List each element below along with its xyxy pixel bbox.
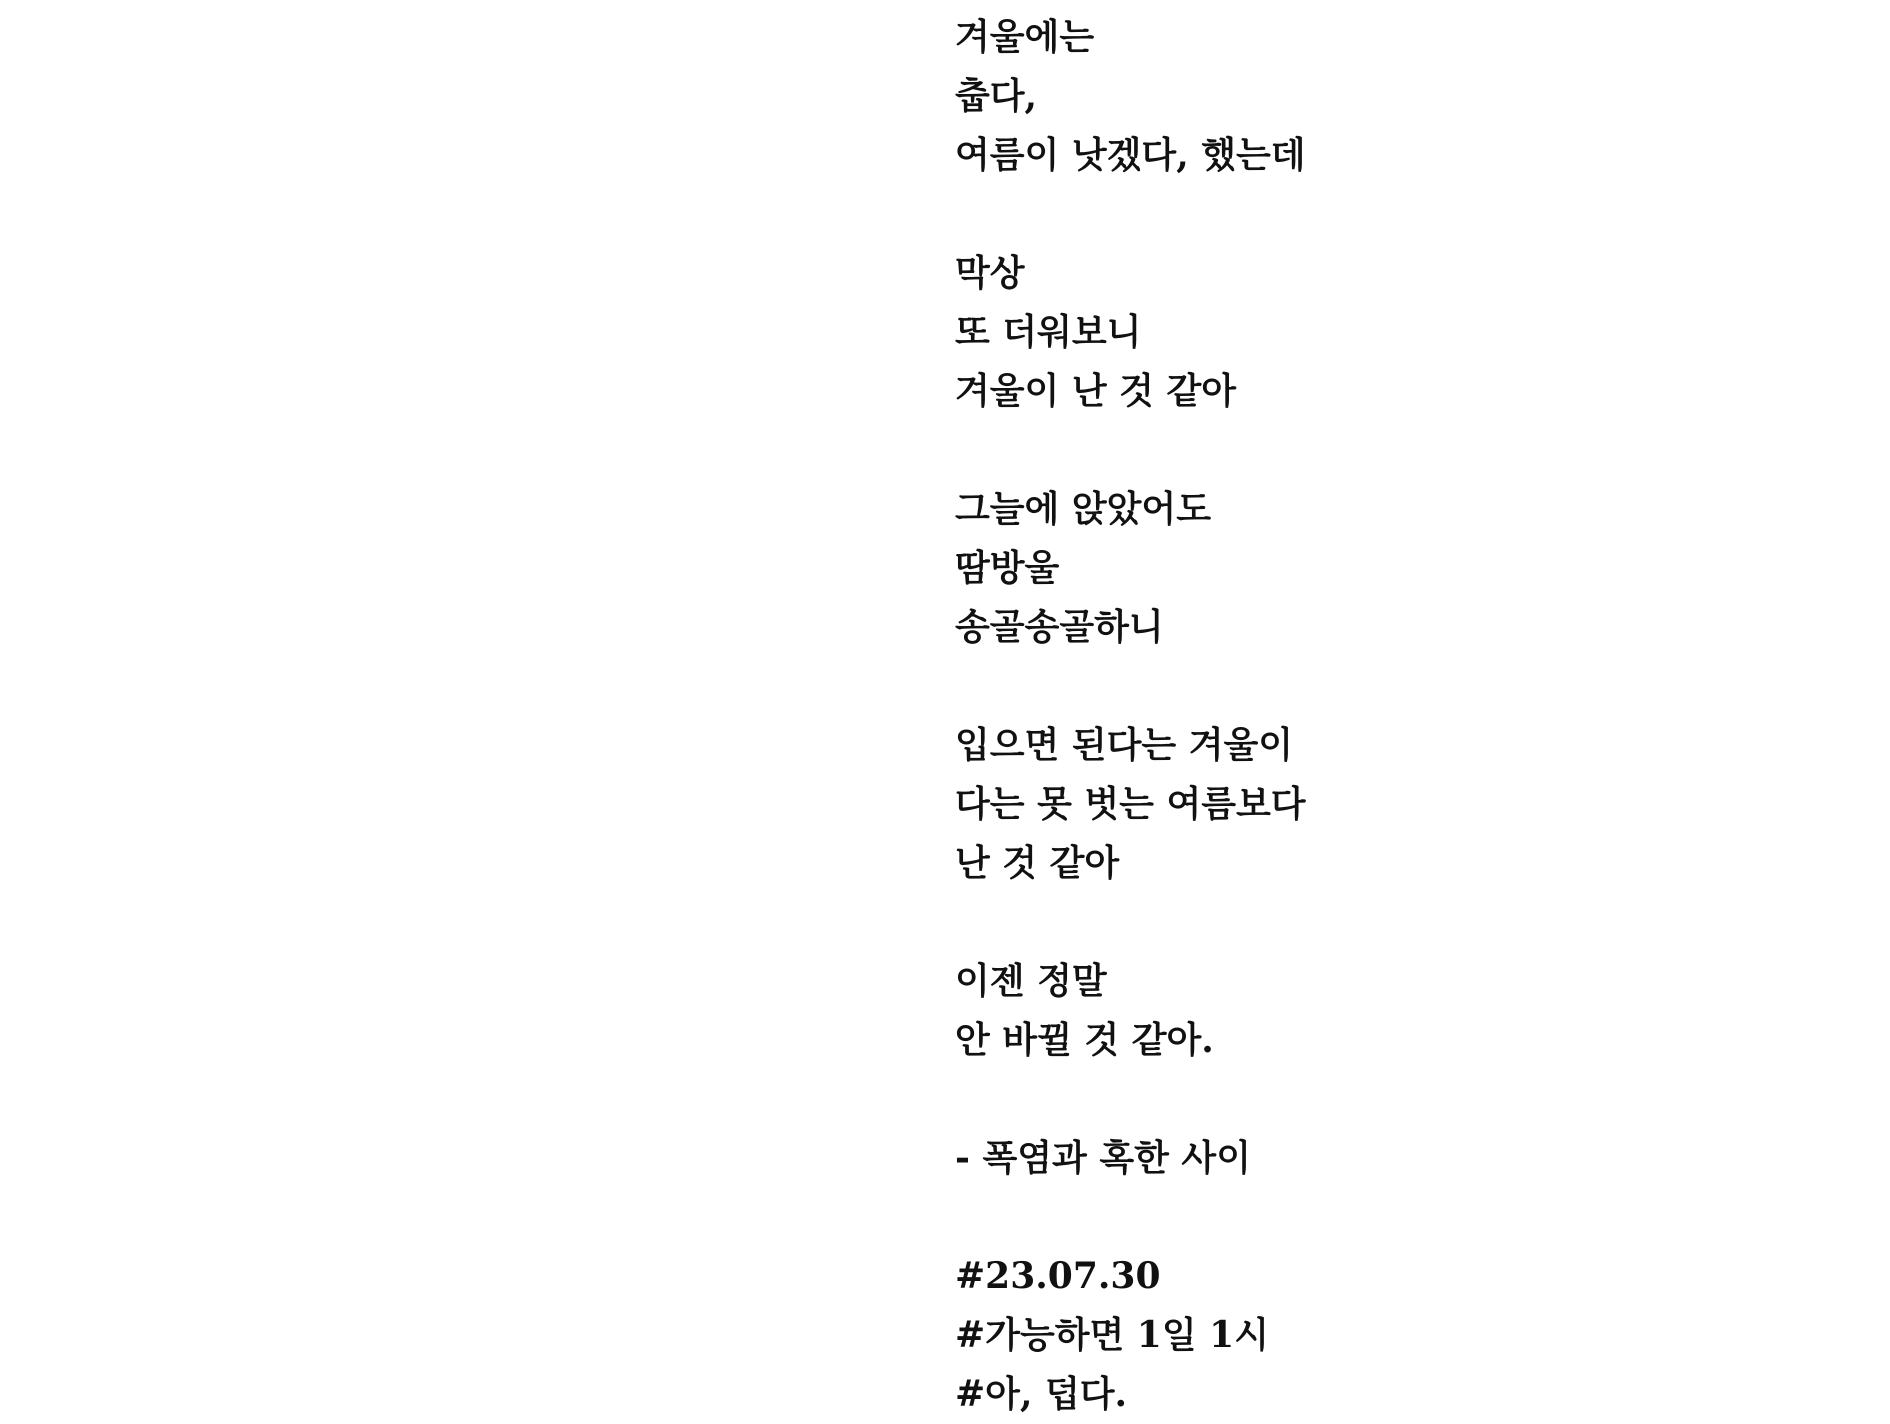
hashtag: #아, 덥다. bbox=[955, 1373, 1128, 1415]
hashtag: #가능하면 1일 1시 bbox=[955, 1314, 1269, 1356]
stanza-break bbox=[955, 1188, 1855, 1247]
stanza-1 bbox=[955, 8, 1855, 185]
poem-line: 이젠 정말 bbox=[955, 960, 1107, 1002]
poem-line: 여름이 낫겠다, 했는데 bbox=[955, 134, 1306, 176]
poem-line: 땀방울 bbox=[955, 547, 1060, 589]
poem-line: 입으면 된다는 겨울이 bbox=[955, 724, 1294, 766]
poem-line: 또 더워보니 bbox=[955, 311, 1142, 353]
stanza-3 bbox=[955, 480, 1855, 657]
poem-line: 춥다, bbox=[955, 75, 1038, 117]
poem-title-line: - 폭염과 혹한 사이 bbox=[955, 1137, 1251, 1179]
stanza-break bbox=[955, 185, 1855, 244]
poem-line: 다는 못 벗는 여름보다 bbox=[955, 783, 1306, 825]
stanza-break bbox=[955, 421, 1855, 480]
stanza-5 bbox=[955, 952, 1855, 1070]
poem-title-credit bbox=[955, 1129, 1855, 1188]
stanza-break bbox=[955, 893, 1855, 952]
poem-line: 겨울이 난 것 같아 bbox=[955, 370, 1237, 412]
poem-line: 막상 bbox=[955, 252, 1025, 294]
hashtags bbox=[955, 1247, 1855, 1424]
poem-text bbox=[955, 8, 1855, 1424]
poem-line: 그늘에 앉았어도 bbox=[955, 488, 1211, 530]
stanza-break bbox=[955, 1070, 1855, 1129]
stanza-2 bbox=[955, 244, 1855, 421]
poem-line: 겨울에는 bbox=[955, 16, 1095, 58]
stanza-break bbox=[955, 657, 1855, 716]
poem-line: 송골송골하니 bbox=[955, 606, 1164, 648]
poem-line: 안 바뀔 것 같아. bbox=[955, 1019, 1214, 1061]
hashtag-date: #23.07.30 bbox=[955, 1255, 1161, 1297]
poem-line: 난 것 같아 bbox=[955, 842, 1120, 884]
stanza-4 bbox=[955, 716, 1855, 893]
